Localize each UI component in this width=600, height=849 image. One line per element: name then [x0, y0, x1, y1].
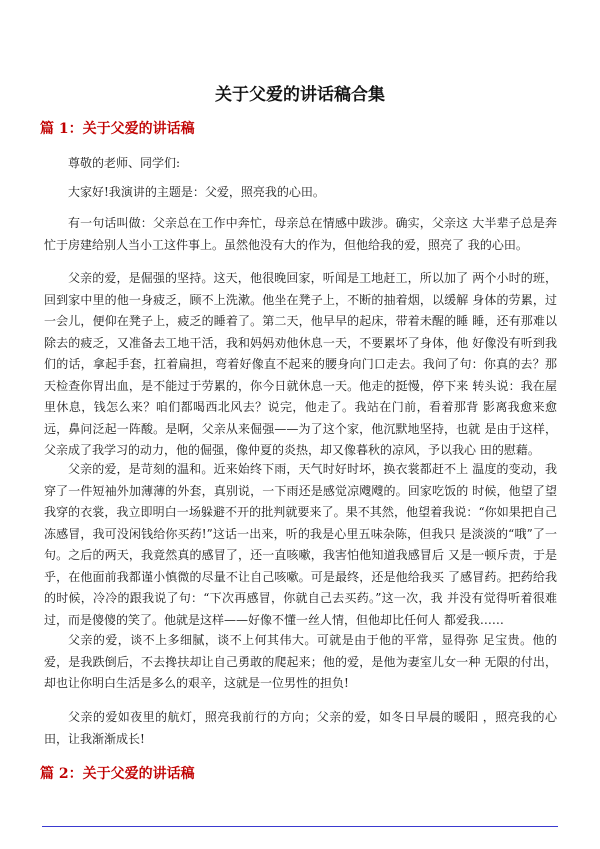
- footer-divider: [42, 826, 558, 827]
- section-1-heading: 篇 1：关于父爱的讲话稿: [40, 121, 195, 137]
- paragraph-2: 父亲的爱，是倔强的坚持。这天，他很晚回家，听闻是工地赶工，所以加了 两个小时的班，回到家中里的他一身疲乏，顾不上洗漱。他坐在凳子上，不断的抽着烟，以缓解 身体的劳累，过一会儿，便仰在凳子上，疲乏的睡着了。第二天，他早早的起床，带着未醒的睡 睡，还有那难以除去的疲乏，又准备去工地干活，我和妈妈劝他休息一天，不要累坏了身体，他 好像没有听到我们的话，拿起手套，扛着扁担，弯着好像直不起来的腰身向门口走去。我问了句：你真的去？那天检查你胃出血，是不能过于劳累的，你今日就休息一天。他走的挺慢，停下来 转头说：我在屋里休息，钱怎么来？咱们都喝西北风去？说完，他走了。我站在门前，看着那背 影离我愈来愈远，鼻问泛起一阵酸。是啊，父亲从来倔强——为了这个家，他沉默地坚持，也就 是由于这样，父亲成了我学习的动力，他的倔强，像仲夏的炎热，却又像暮秋的凉风，予以我心 田的慰藉。: [44, 271, 557, 457]
- paragraph-1: 有一句话叫做：父亲总在工作中奔忙，母亲总在情感中跋涉。确实，父亲这 大半辈子总是奔忙于房建给别人当小工这件事上。虽然他没有大的作为，但他给我的爱，照亮了 我的心田。: [44, 216, 557, 252]
- paragraph-4: 父亲的爱，谈不上多细腻，谈不上何其伟大。可就是由于他的平常，显得弥 足宝贵。他的爱，是我跌倒后，不去搀扶却让自己勇敢的爬起来；他的爱，是他为妻室儿女一种 无限的付出，却也让你明白生活是多么的艰辛，这就是一位男性的担负!: [44, 633, 557, 690]
- section-2-heading: 篇 2：关于父爱的讲话稿: [40, 766, 195, 782]
- document-title: 关于父爱的讲话稿合集: [215, 85, 385, 105]
- paragraph-3: 父亲的爱，是苛刻的温和。近来始终下雨，天气时好时坏，换衣裳都赶不上 温度的变动，我穿了一件短袖外加薄薄的外套，真别说，一下雨还是感觉凉飕飕的。回家吃饭的 时候，他望了望我穿的衣裳，我立即明白一场躲避不开的批判就要来了。果不其然，他望着我说：“你如果把自己冻感冒，我可没闲钱给你买药!”这话一出来，听的我是心里五味杂陈，但我只 是淡淡的“哦”了一句。之后的两天，我竟然真的感冒了，还一直咳嗽，我害怕他知道我感冒后 又是一顿斥责，于是乎，在他面前我都谨小慎微的尽量不让自己咳嗽。可是最终，还是他给我买 了感冒药。把药给我的时候，冷冷的跟我说了句：“下次再感冒，你就自己去买药。”这一次，我 并没有觉得听着很难过，而是傻傻的笑了。他就是这样——好像不懂一丝人情，但他却比任何人 都爱我……: [44, 462, 557, 627]
- greeting: 尊敬的老师、同学们:: [68, 156, 181, 170]
- intro-paragraph: 大家好!我演讲的主题是：父爱，照亮我的心田。: [68, 185, 325, 199]
- paragraph-5: 父亲的爱如夜里的航灯，照亮我前行的方向；父亲的爱，如冬日早晨的暖阳 ，照亮我的心田，让我渐渐成长!: [44, 710, 557, 746]
